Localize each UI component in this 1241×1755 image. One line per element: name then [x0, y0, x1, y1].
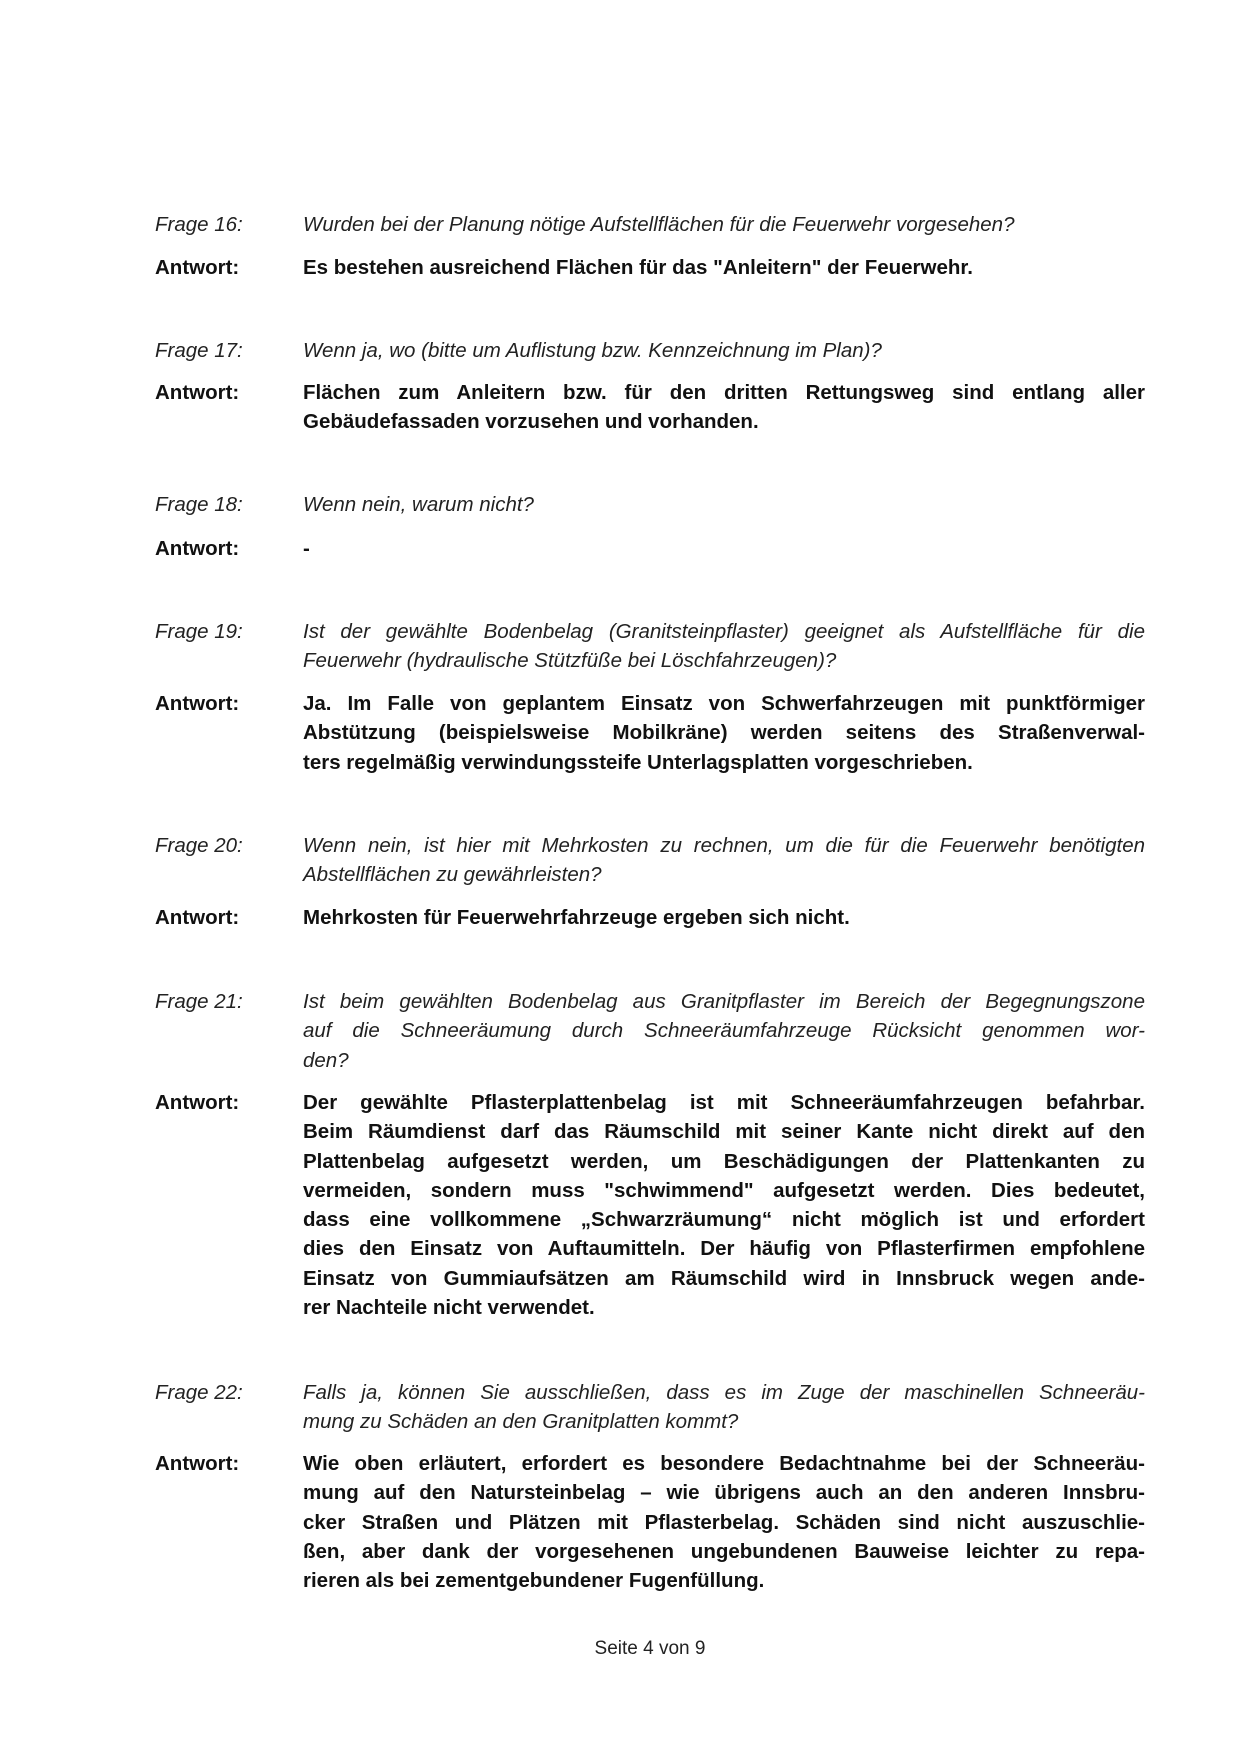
- question-text: [303, 210, 1145, 239]
- question-text: [303, 617, 1145, 676]
- answer-line: Beim Räumdienst darf das Räumschild mit seiner Kante nicht direkt auf den: [303, 1120, 1145, 1144]
- question-text: [303, 1378, 1145, 1437]
- answer-label: Antwort:: [155, 1091, 240, 1114]
- answer-line: ßen, aber dank der vorgesehenen ungebundenen Bauweise leichter zu repa-: [303, 1539, 1145, 1563]
- question-text: [303, 987, 1145, 1075]
- question-text: [303, 336, 1145, 365]
- answer-line: Der gewählte Pflasterplattenbelag ist mit Schneeräumfahrzeugen befahrbar.: [303, 1091, 1145, 1114]
- question-line: Falls ja, können Sie ausschließen, dass es im Zuge der maschinellen Schneeräu-: [303, 1381, 1145, 1404]
- question-line: Ist der gewählte Bodenbelag (Granitsteinpflaster) geeignet als Aufstellfläche für die: [303, 620, 1145, 643]
- answer-label: Antwort:: [155, 381, 240, 404]
- answer-line: Gebäudefassaden vorzusehen und vorhanden.: [303, 410, 759, 434]
- question-label: Frage 22:: [155, 1381, 243, 1404]
- question-label: Frage 16:: [155, 213, 243, 236]
- answer-label: Antwort:: [155, 692, 240, 715]
- question-line: Wenn ja, wo (bitte um Auflistung bzw. Kennzeichnung im Plan)?: [303, 339, 882, 362]
- page-number: Seite 4 von 9: [594, 1638, 706, 1659]
- answer-text: [303, 1449, 1145, 1595]
- question-line: mung zu Schäden an den Granitplatten kommt?: [303, 1410, 739, 1434]
- question-line: Abstellflächen zu gewährleisten?: [303, 863, 602, 887]
- answer-line: mung auf den Natursteinbelag – wie übrigens auch an den anderen Innsbru-: [303, 1481, 1145, 1505]
- question-line: Wurden bei der Planung nötige Aufstellflächen für die Feuerwehr vorgesehen?: [303, 213, 1015, 236]
- question-label: Frage 21:: [155, 990, 243, 1013]
- answer-label: Antwort:: [155, 256, 240, 279]
- answer-label: Antwort:: [155, 1452, 240, 1475]
- question-text: [303, 490, 1145, 519]
- answer-line: -: [303, 537, 310, 560]
- answer-line: vermeiden, sondern muss "schwimmend" aufgesetzt werden. Dies bedeutet,: [303, 1178, 1145, 1202]
- answer-line: ters regelmäßig verwindungssteife Unterlagsplatten vorgeschrieben.: [303, 750, 973, 774]
- answer-line: Plattenbelag aufgesetzt werden, um Beschädigungen der Plattenkanten zu: [303, 1149, 1145, 1173]
- question-label: Frage 17:: [155, 339, 243, 362]
- answer-line: Wie oben erläutert, erfordert es besondere Bedachtnahme bei der Schneeräu-: [303, 1452, 1145, 1475]
- question-line: Feuerwehr (hydraulische Stützfüße bei Löschfahrzeugen)?: [303, 649, 837, 673]
- answer-line: Abstützung (beispielsweise Mobilkräne) werden seitens des Straßenverwal-: [303, 721, 1145, 745]
- answer-line: Ja. Im Falle von geplantem Einsatz von Schwerfahrzeugen mit punktförmiger: [303, 692, 1145, 715]
- question-line: auf die Schneeräumung durch Schneeräumfahrzeuge Rücksicht genommen wor-: [303, 1019, 1145, 1043]
- answer-line: Mehrkosten für Feuerwehrfahrzeuge ergeben sich nicht.: [303, 906, 850, 929]
- answer-line: dass eine vollkommene „Schwarzräumung“ nicht möglich ist und erfordert: [303, 1208, 1145, 1232]
- answer-line: rer Nachteile nicht verwendet.: [303, 1296, 595, 1320]
- answer-line: rieren als bei zementgebundener Fugenfüllung.: [303, 1569, 765, 1593]
- answer-text: [303, 253, 1145, 282]
- answer-line: Flächen zum Anleitern bzw. für den dritten Rettungsweg sind entlang aller: [303, 381, 1145, 404]
- answer-text: [303, 689, 1145, 777]
- question-label: Frage 18:: [155, 493, 243, 516]
- answer-line: dies den Einsatz von Auftaumitteln. Der häufig von Pflasterfirmen empfohlene: [303, 1237, 1145, 1261]
- question-text: [303, 831, 1145, 890]
- question-line: Wenn nein, ist hier mit Mehrkosten zu rechnen, um die für die Feuerwehr benötigten: [303, 834, 1145, 857]
- answer-text: [303, 903, 1145, 932]
- answer-label: Antwort:: [155, 537, 240, 560]
- question-label: Frage 20:: [155, 834, 243, 857]
- answer-label: Antwort:: [155, 906, 240, 929]
- answer-line: cker Straßen und Plätzen mit Pflasterbelag. Schäden sind nicht auszuschlie-: [303, 1510, 1145, 1534]
- answer-text: [303, 534, 1145, 563]
- answer-text: [303, 378, 1145, 437]
- question-line: Wenn nein, warum nicht?: [303, 493, 534, 516]
- question-line: den?: [303, 1048, 349, 1072]
- answer-text: [303, 1088, 1145, 1322]
- question-line: Ist beim gewählten Bodenbelag aus Granitpflaster im Bereich der Begegnungszone: [303, 990, 1145, 1013]
- answer-line: Es bestehen ausreichend Flächen für das "Anleitern" der Feuerwehr.: [303, 256, 973, 279]
- answer-line: Einsatz von Gummiaufsätzen am Räumschild wird in Innsbruck wegen ande-: [303, 1266, 1145, 1290]
- question-label: Frage 19:: [155, 620, 243, 643]
